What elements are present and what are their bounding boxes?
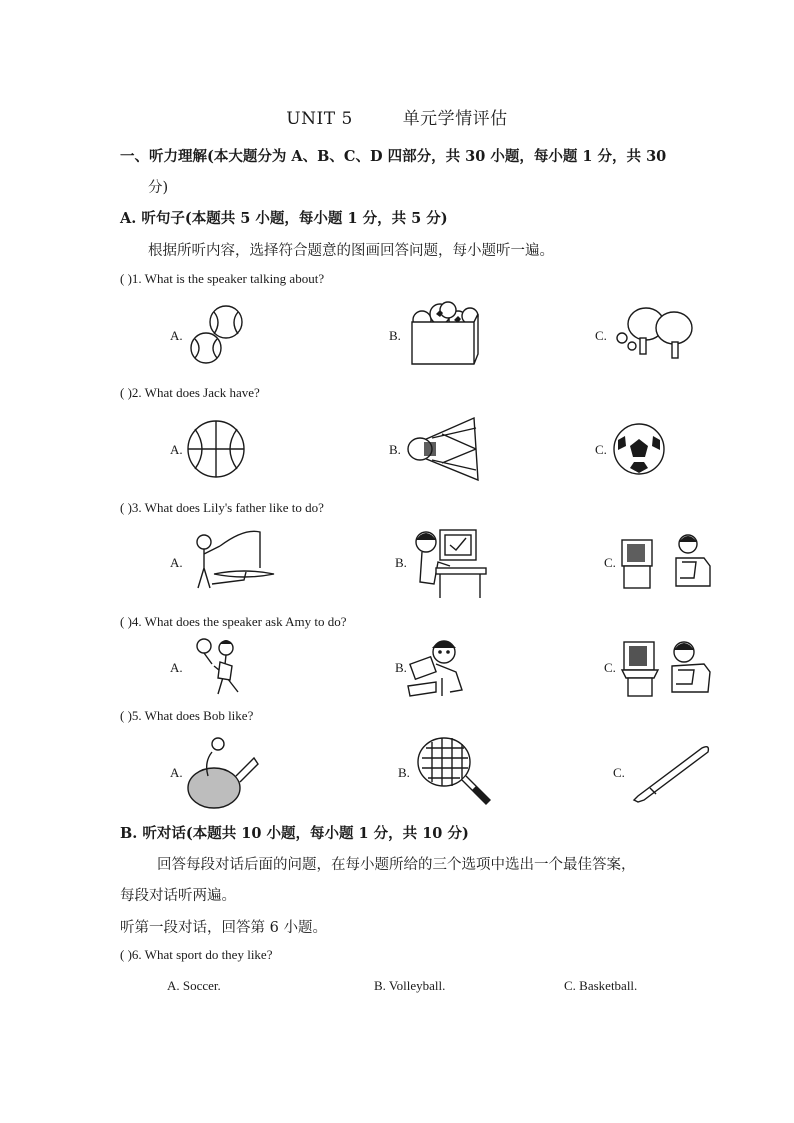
section-heading-cont: 分) bbox=[148, 180, 169, 196]
q3-option-b[interactable]: B. bbox=[395, 555, 407, 570]
section-heading: 一、听力理解(本大题分为 A、B、C、D 四部分，共 30 小题，每小题 1 分，共 30 bbox=[120, 148, 667, 165]
part-a-heading: A. 听句子(本题共 5 小题，每小题 1 分，共 5 分) bbox=[120, 210, 448, 227]
question-1: ( )1. What is the speaker talking about? bbox=[120, 271, 325, 286]
q2-option-b[interactable]: B. bbox=[389, 442, 401, 457]
tennis-racket-image bbox=[414, 734, 494, 810]
soccer-ball-image bbox=[612, 422, 666, 476]
ping-pong-paddles-image bbox=[612, 304, 694, 360]
q3-option-a[interactable]: A. bbox=[170, 555, 183, 570]
q5-option-a[interactable]: A. bbox=[170, 765, 183, 780]
q1-option-b[interactable]: B. bbox=[389, 328, 401, 343]
question-4: ( )4. What does the speaker ask Amy to do? bbox=[120, 614, 347, 629]
q6-option-a[interactable]: A. Soccer. bbox=[167, 978, 221, 993]
title-label: 单元学情评估 bbox=[402, 109, 508, 129]
q5-option-c[interactable]: C. bbox=[613, 765, 625, 780]
fishing-image bbox=[184, 528, 280, 594]
q4-option-c[interactable]: C. bbox=[604, 660, 616, 675]
q2-option-c[interactable]: C. bbox=[595, 442, 607, 457]
question-3: ( )3. What does Lily's father like to do? bbox=[120, 500, 324, 515]
baseballs-image bbox=[188, 302, 248, 366]
question-5: ( )5. What does Bob like? bbox=[120, 708, 254, 723]
q2-option-a[interactable]: A. bbox=[170, 442, 183, 457]
ball-box-image bbox=[408, 300, 482, 368]
shuttlecock-image bbox=[402, 416, 482, 482]
q6-option-c[interactable]: C. Basketball. bbox=[564, 978, 638, 993]
q1-option-c[interactable]: C. bbox=[595, 328, 607, 343]
q1-option-a[interactable]: A. bbox=[170, 328, 183, 343]
watching-tv-image bbox=[620, 532, 716, 592]
q6-option-b[interactable]: B. Volleyball. bbox=[374, 978, 446, 993]
computer-user-image bbox=[410, 522, 490, 600]
part-b-instruction-cont: 每段对话听两遍。 bbox=[120, 888, 236, 904]
dialog-1-heading: 听第一段对话，回答第 6 小题。 bbox=[120, 920, 327, 936]
part-a-instruction: 根据所听内容，选择符合题意的图画回答问题，每小题听一遍。 bbox=[148, 243, 554, 259]
unit-label: UNIT 5 bbox=[286, 109, 353, 129]
part-b-heading: B. 听对话(本题共 10 小题，每小题 1 分，共 10 分) bbox=[120, 825, 469, 842]
page-title bbox=[0, 104, 794, 129]
basketball-image bbox=[186, 419, 246, 479]
tennis-player-image bbox=[190, 636, 252, 698]
watching-tv-2-image bbox=[620, 638, 712, 698]
girl-computer-image bbox=[406, 638, 470, 700]
q4-option-b[interactable]: B. bbox=[395, 660, 407, 675]
ping-pong-paddle-image bbox=[186, 736, 258, 810]
question-2: ( )2. What does Jack have? bbox=[120, 385, 260, 400]
q4-option-a[interactable]: A. bbox=[170, 660, 183, 675]
question-6: ( )6. What sport do they like? bbox=[120, 947, 273, 962]
part-b-instruction: 回答每段对话后面的问题，在每小题所给的三个选项中选出一个最佳答案， bbox=[157, 857, 636, 873]
q5-option-b[interactable]: B. bbox=[398, 765, 410, 780]
baseball-bat-image bbox=[630, 742, 712, 804]
q3-option-c[interactable]: C. bbox=[604, 555, 616, 570]
